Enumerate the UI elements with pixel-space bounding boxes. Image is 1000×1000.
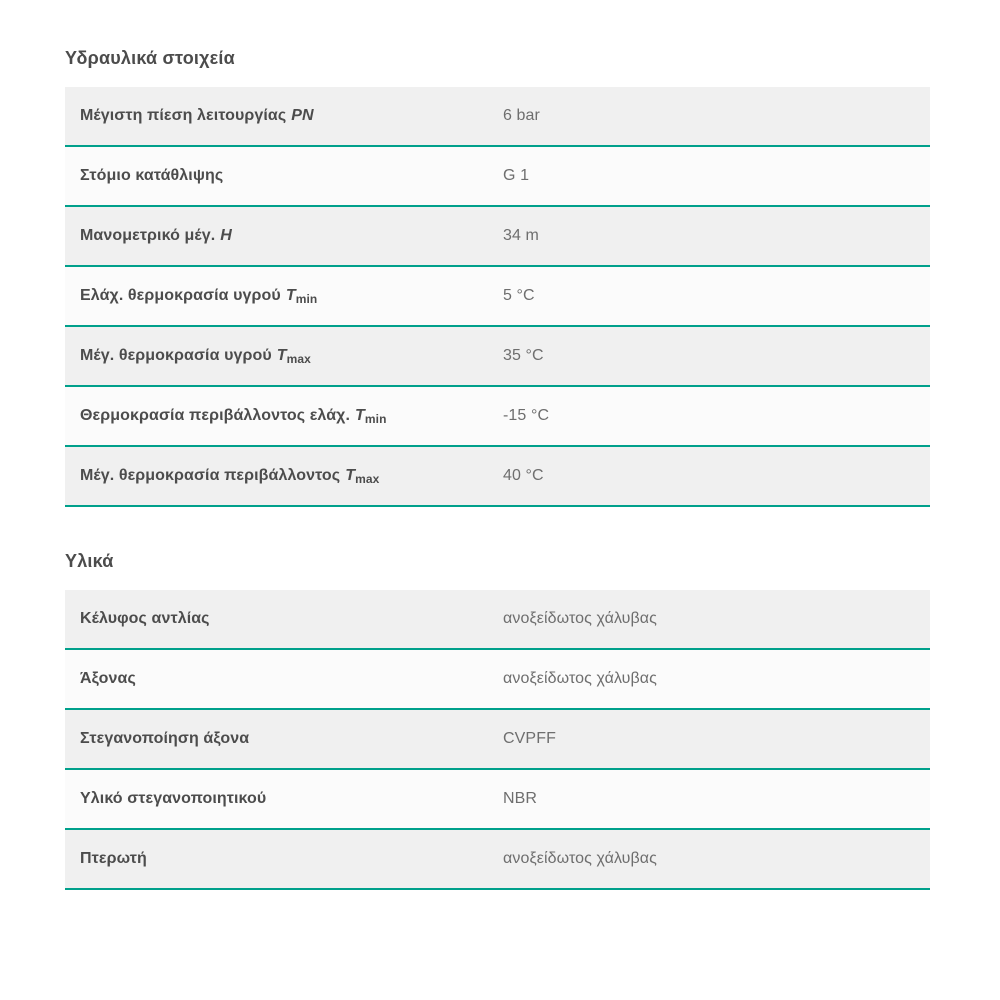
- table-row: [65, 447, 930, 507]
- label-text: Μανομετρικό μέγ.: [80, 227, 216, 244]
- row-label: [65, 467, 503, 486]
- table-row: [65, 387, 930, 447]
- row-value: 6 bar: [503, 107, 540, 124]
- label-symbol: T: [355, 406, 365, 424]
- section-title: Υλικά: [65, 551, 114, 571]
- row-value: ανοξείδωτος χάλυβας: [503, 670, 657, 687]
- label-symbol: H: [220, 227, 232, 244]
- label-text: Μέγιστη πίεση λειτουργίας: [80, 107, 287, 124]
- table-row: [65, 207, 930, 267]
- label-subscript: min: [295, 291, 318, 306]
- row-label: [65, 730, 503, 748]
- table-row: [65, 770, 930, 830]
- label-symbol: T: [285, 286, 296, 304]
- spec-sections: [65, 48, 930, 890]
- row-value: 34 m: [503, 227, 539, 244]
- table-row: [65, 147, 930, 207]
- row-label: [65, 670, 503, 688]
- label-text: Άξονας: [80, 670, 136, 687]
- row-label: [65, 167, 503, 185]
- row-label: [65, 610, 503, 628]
- label-text: Θερμοκρασία περιβάλλοντος ελάχ.: [80, 406, 351, 424]
- label-text: Μέγ. θερμοκρασία περιβάλλοντος: [80, 466, 341, 484]
- spec-section: [65, 48, 930, 507]
- spec-section: [65, 551, 930, 890]
- section-title: Υδραυλικά στοιχεία: [65, 48, 235, 68]
- row-value: 35 °C: [503, 347, 544, 364]
- row-value: CVPFF: [503, 730, 556, 747]
- spec-table: [65, 87, 930, 507]
- label-symbol: T: [276, 346, 287, 364]
- label-text: Στόμιο κατάθλιψης: [80, 167, 224, 184]
- row-label: [65, 227, 503, 245]
- row-value: -15 °C: [503, 407, 550, 424]
- row-value: G 1: [503, 167, 530, 184]
- row-label: [65, 790, 503, 808]
- row-value: ανοξείδωτος χάλυβας: [503, 850, 657, 867]
- table-row: [65, 267, 930, 327]
- table-row: [65, 87, 930, 147]
- label-text: Μέγ. θερμοκρασία υγρού: [80, 346, 272, 364]
- row-label: [65, 107, 503, 125]
- label-subscript: max: [286, 351, 311, 366]
- table-row: [65, 327, 930, 387]
- label-text: Κέλυφος αντλίας: [80, 610, 210, 627]
- label-text: Ελάχ. θερμοκρασία υγρού: [80, 286, 281, 304]
- label-text: Υλικό στεγανοποιητικού: [80, 790, 267, 807]
- row-value: ανοξείδωτος χάλυβας: [503, 610, 657, 627]
- row-label: [65, 850, 503, 868]
- label-text: Πτερωτή: [80, 850, 147, 867]
- row-value: 5 °C: [503, 287, 535, 304]
- label-symbol: T: [345, 466, 356, 484]
- table-row: [65, 830, 930, 890]
- table-row: [65, 710, 930, 770]
- row-label: [65, 287, 503, 306]
- row-value: NBR: [503, 790, 538, 807]
- row-label: [65, 347, 503, 366]
- label-subscript: min: [364, 411, 387, 426]
- row-value: 40 °C: [503, 467, 544, 484]
- table-row: [65, 590, 930, 650]
- label-subscript: max: [355, 471, 380, 486]
- table-row: [65, 650, 930, 710]
- spec-table: [65, 590, 930, 890]
- row-label: [65, 407, 503, 426]
- label-text: Στεγανοποίηση άξονα: [80, 730, 250, 747]
- label-symbol: PN: [291, 107, 314, 124]
